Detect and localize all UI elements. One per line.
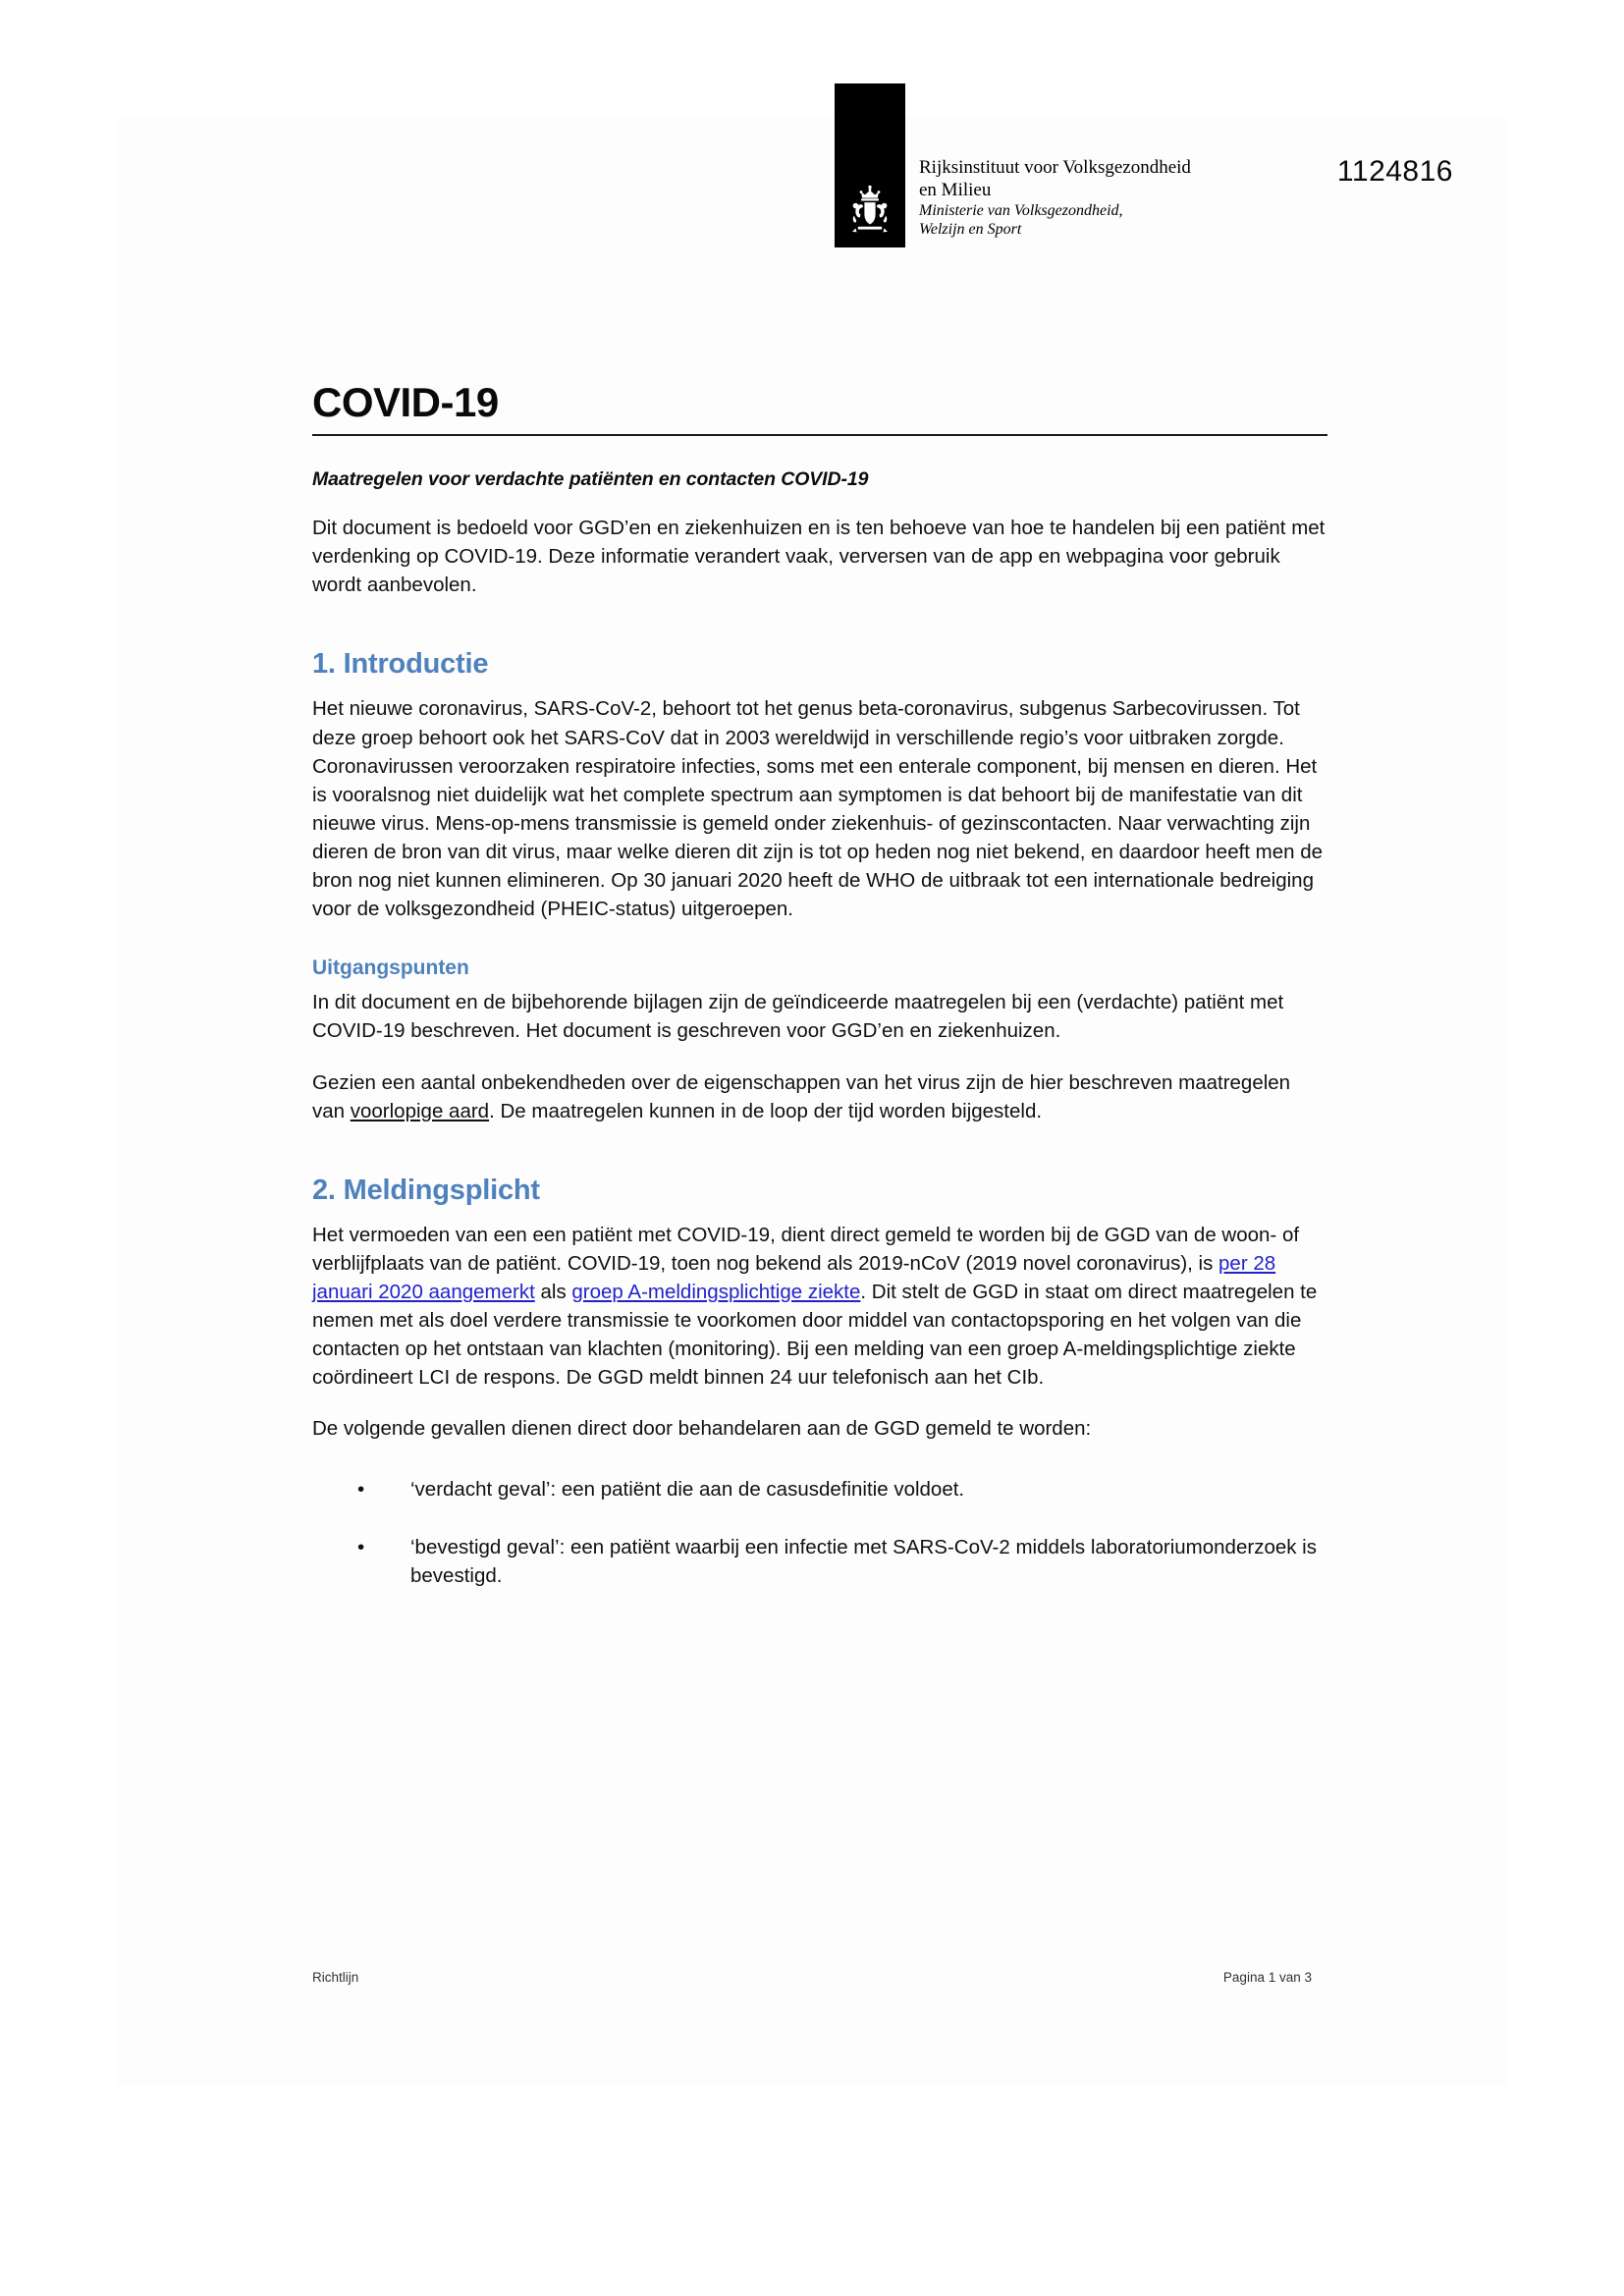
document-page (116, 116, 1508, 2085)
intro-paragraph: Dit document is bedoeld voor GGD’en en ziekenhuizen en is ten behoeve van hoe te handelen bij een patiënt met verdenking op COVID-19. Deze informatie verandert vaak, verversen van de app en webpagina voor gebruik wordt aanbevolen. (312, 517, 1326, 597)
document-subtitle: Maatregelen voor verdachte patiënten en contacten COVID-19 (312, 468, 869, 491)
document-content (312, 381, 1327, 1619)
section-2-text-part3: . Dit stelt de GGD in staat om direct maatregelen te nemen met als doel verdere transmissie te voorkomen door middel van contactopsporing en het volgen van die contacten op het ontstaan van klachten (monitoring). Bij een melding van een groep A-meldingsplichtige ziekte coördineert LCI de respons. De GGD meldt binnen 24 uur telefonisch aan het CIb. (312, 1280, 1318, 1390)
link-per-28-januari-2020-aangemerkt[interactable]: per 28 januari 2020 aangemerkt (312, 1251, 1276, 1303)
bullet-text: ‘bevestigd geval’: een patiënt waarbij een infectie met SARS-CoV-2 middels laboratoriumonderzoek is bevestigd. (410, 1535, 1317, 1587)
logo-text-block (905, 157, 1191, 247)
section-2-text-part2: als (534, 1280, 572, 1303)
netherlands-coat-of-arms-icon (842, 183, 897, 238)
list-item (312, 1533, 1327, 1590)
uitgangspunten-paragraph-1: In dit document en de bijbehorende bijlagen zijn de geïndiceerde maatregelen bij een (verdachte) patiënt met COVID-19 beschreven. Het document is geschreven voor GGD’en en ziekenhuizen. (312, 991, 1284, 1043)
link-groep-a-meldingsplichtige-ziekte[interactable]: groep A-meldingsplichtige ziekte (571, 1280, 861, 1303)
logo-ministry-line2: Welzijn en Sport (919, 221, 1022, 239)
bullet-dot-icon: • (357, 1535, 365, 1558)
list-item (312, 1475, 1327, 1503)
bullet-dot-icon: • (357, 1477, 365, 1501)
logo-org-line1: Rijksinstituut voor Volksgezondheid (919, 157, 1191, 179)
footer-left-label: Richtlijn (312, 1970, 359, 1985)
title-divider (312, 434, 1327, 436)
section-1-paragraph: Het nieuwe coronavirus, SARS-CoV-2, behoort tot het genus beta-coronavirus, subgenus Sarbecovirussen. Tot deze groep behoort ook het SARS-CoV dat in 2003 wereldwijd in verschillende regio’s voor uitbraken zorgde. Coronavirussen veroorzaken respiratoire infecties, soms met een enterale component, bij mensen en dieren. Het is vooralsnog niet duidelijk wat het complete spectrum aan symptomen is dat behoort bij de manifestatie van dit nieuwe virus. Mens-op-mens transmissie is gemeld onder ziekenhuis- of gezinscontacten. Naar verwachting zijn dieren de bron van dit virus, maar welke dieren dit zijn is tot op heden nog niet bekend, en daardoor heeft men de bron nog niet kunnen elimineren. Op 30 januari 2020 heeft de WHO de uitbraak tot een internationale bedreiging voor de volksgezondheid (PHEIC-status) uitgeroepen. (312, 697, 1324, 921)
section-heading-introductie: 1. Introductie (312, 648, 489, 681)
uitgangspunten-p2-after: . De maatregelen kunnen in de loop der tijd worden bijgesteld. (489, 1099, 1043, 1122)
logo-org-line2: en Milieu (919, 179, 992, 200)
section-2-paragraph-2: De volgende gevallen dienen direct door behandelaren aan de GGD gemeld te worden: (312, 1417, 1092, 1441)
rivm-logo (835, 83, 1191, 247)
uitgangspunten-paragraph-2 (312, 1068, 1327, 1125)
voorlopige-aard-underlined: voorlopige aard (350, 1099, 490, 1122)
bullet-text: ‘verdacht geval’: een patiënt die aan de casusdefinitie voldoet. (410, 1477, 965, 1501)
document-number: 1124816 (1336, 155, 1453, 188)
page-footer (312, 1970, 1312, 1985)
meldingsplicht-bullet-list (312, 1475, 1327, 1590)
section-2-text-part1: Het vermoeden van een een patiënt met COVID-19, dient direct gemeld te worden bij de GGD van de woon- of verblijfplaats van de patiënt. COVID-19, toen nog bekend als 2019-nCoV (2019 novel coronavirus), is (312, 1223, 1300, 1275)
logo-black-bar (835, 83, 905, 247)
footer-page-number: Pagina 1 van 3 (1222, 1970, 1312, 1985)
subsection-heading-uitgangspunten: Uitgangspunten (312, 957, 469, 980)
uitgangspunten-p2-before: Gezien een aantal onbekendheden over de eigenschappen van het virus zijn de hier beschreven maatregelen van (312, 1070, 1291, 1122)
logo-ministry-line1: Ministerie van Volksgezondheid, (919, 201, 1123, 219)
section-2-paragraph (312, 1221, 1327, 1393)
page-title: COVID-19 (312, 379, 499, 425)
section-heading-meldingsplicht: 2. Meldingsplicht (312, 1174, 540, 1206)
